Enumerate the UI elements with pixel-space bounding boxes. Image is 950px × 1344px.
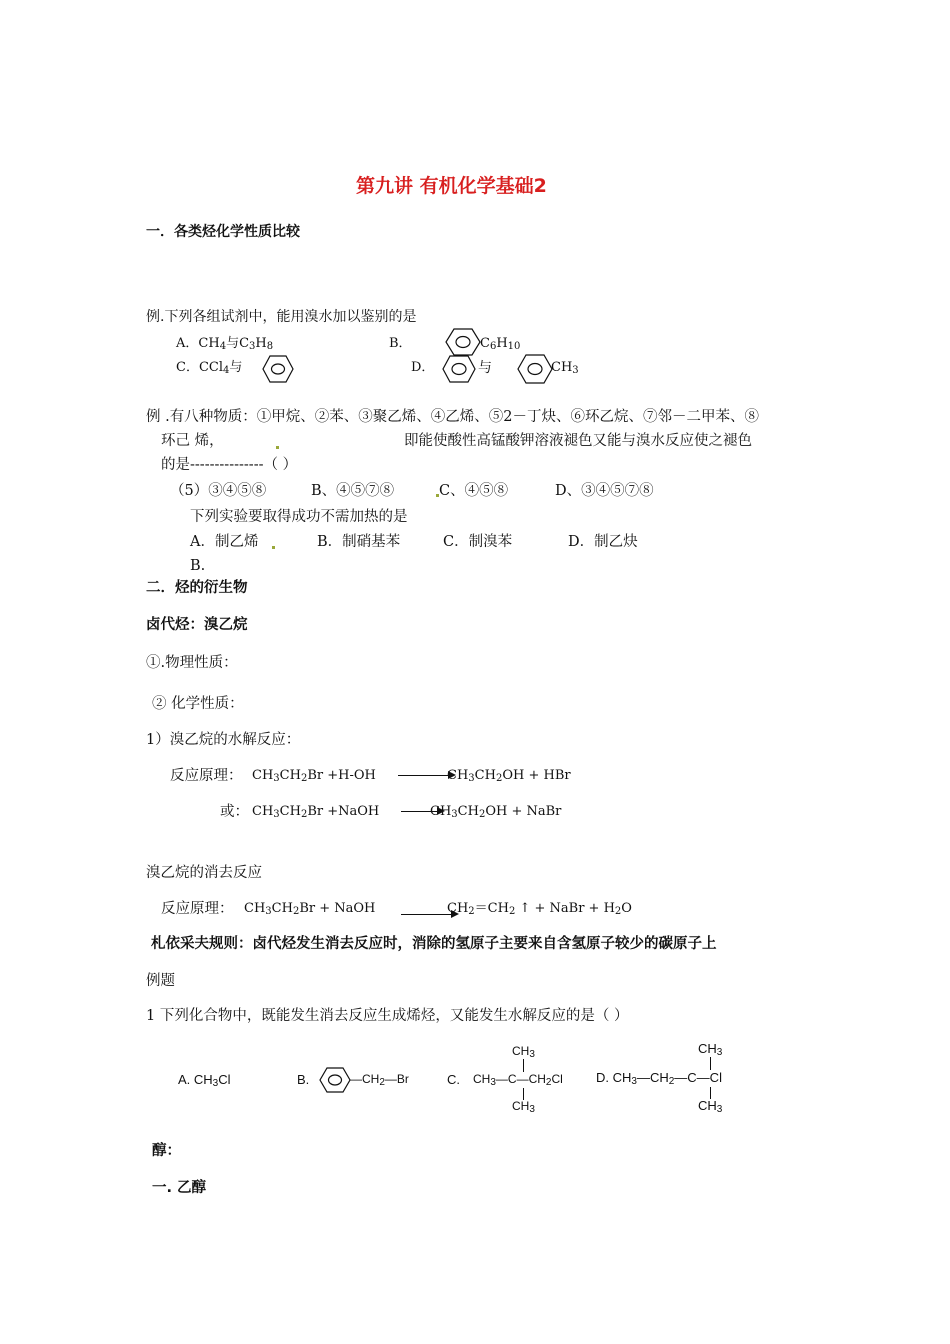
scan-mark [276, 446, 279, 449]
q4-stem: 1 下列化合物中，既能发生消去反应生成烯烃，又能发生水解反应的是（ ） [146, 1008, 629, 1024]
reaction-1-reactants: $CH_3CH_2Br +H-OH$ [252, 768, 376, 784]
q4-option-b-group: $—CH_2—Br$ [350, 1072, 409, 1088]
arrow-right-icon [398, 775, 454, 776]
q2-line-2b: 即能使酸性高锰酸钾溶液褪色又能与溴水反应使之褪色 [404, 433, 752, 449]
q4-option-c-bottom: $CH_3$ [512, 1099, 535, 1115]
benzene-ring-icon [442, 355, 476, 383]
benzene-ring-icon [262, 355, 294, 383]
reaction-3-products: $CH_2=CH_2$ ↑ + NaBr + $H_2O$ [447, 901, 632, 917]
q2-line-3: 的是---------------（ ） [161, 457, 298, 473]
q1-stem: 例.下列各组试剂中，能用溴水加以鉴别的是 [146, 309, 417, 325]
bond-line [523, 1059, 524, 1072]
q4-option-c-label: C. [447, 1072, 460, 1087]
bond-line [710, 1057, 711, 1070]
q2-option-a: （5）③④⑤⑧ [170, 483, 267, 499]
page-title: 第九讲 有机化学基础2 [356, 175, 547, 197]
q2-line-2a: 环己 烯， [161, 433, 224, 449]
q1-option-b-label: B． [389, 336, 412, 351]
q2-line-1: 例 .有八种物质：①甲烷、②苯、③聚乙烯、④乙烯、⑤2－丁炔、⑥环乙烷、⑦邻－二甲苯、⑧ [146, 409, 759, 425]
hydrolysis-title: 1）溴乙烷的水解反应： [146, 732, 301, 748]
q4-option-c-main: $CH_3—C—CH_2Cl$ [473, 1072, 563, 1088]
q2-option-b: B、④⑤⑦⑧ [311, 483, 395, 499]
q2-option-d: D、③④⑤⑦⑧ [555, 483, 654, 499]
elimination-title: 溴乙烷的消去反应 [146, 865, 262, 881]
alcohol-heading: 醇： [152, 1143, 181, 1159]
q3-option-b: B．制硝基苯 [317, 534, 401, 550]
physical-properties: ①.物理性质： [146, 655, 238, 671]
benzene-ring-icon [445, 328, 481, 356]
q1-option-d-label: D． [411, 360, 435, 375]
reaction-2-reactants: $CH_3CH_2Br$ +NaOH [252, 804, 380, 820]
q4-option-b-label: B. [297, 1072, 310, 1087]
section-heading-1: 一．各类烃化学性质比较 [146, 224, 300, 240]
q1-option-c: C．CCl$_4$与 [176, 360, 243, 376]
reaction-2-label: 或： [220, 804, 249, 820]
sub-heading-haloalkane: 卤代烃：溴乙烷 [146, 617, 248, 633]
q3-option-c: C．制溴苯 [443, 534, 513, 550]
toluene-icon [517, 354, 553, 384]
scan-mark [272, 546, 275, 549]
q1-option-a: A．$CH_4$与$C_3H_8$ [176, 336, 274, 352]
q3-option-d: D．制乙炔 [568, 534, 638, 550]
q2-option-c: C、④⑤⑧ [439, 483, 509, 499]
section-heading-2: 二．烃的衍生物 [146, 580, 248, 596]
reaction-3-label: 反应原理： [161, 901, 234, 917]
q1-option-d-methyl: $CH_3$ [551, 360, 579, 376]
reaction-1-label: 反应原理： [170, 768, 243, 784]
zaitsev-rule: 札依采夫规则：卤代烃发生消去反应时，消除的氢原子主要来自含氢原子较少的碳原子上 [151, 936, 717, 952]
q3-answer: B. [190, 558, 206, 574]
q4-option-a: A. $CH_3Cl$ [178, 1072, 231, 1089]
q4-option-d-main: D. $CH_3—CH_2—C—Cl$ [596, 1070, 722, 1087]
q3-option-a: A．制乙烯 [190, 534, 259, 550]
q4-option-d-bottom: $CH_3$ [698, 1098, 723, 1115]
q4-option-c-top: $CH_3$ [512, 1044, 535, 1060]
q4-option-d-top: $CH_3$ [698, 1041, 723, 1058]
q3-stem: 下列实验要取得成功不需加热的是 [190, 509, 408, 525]
chemical-properties: ② 化学性质： [152, 696, 244, 712]
reaction-3-reactants: $CH_3CH_2Br$ + NaOH [244, 901, 376, 917]
q1-option-b-formula: $C_6H_{10}$ [480, 336, 521, 352]
example-title: 例题 [146, 973, 175, 989]
ethanol-heading: 一. 乙醇 [152, 1180, 207, 1196]
reaction-1-products: $CH_3CH_2OH$ + HBr [447, 768, 571, 784]
q1-option-d-and: 与 [478, 360, 492, 376]
reaction-2-products: $CH_3CH_2OH$ + NaBr [430, 804, 562, 820]
benzene-ring-icon [319, 1067, 351, 1093]
